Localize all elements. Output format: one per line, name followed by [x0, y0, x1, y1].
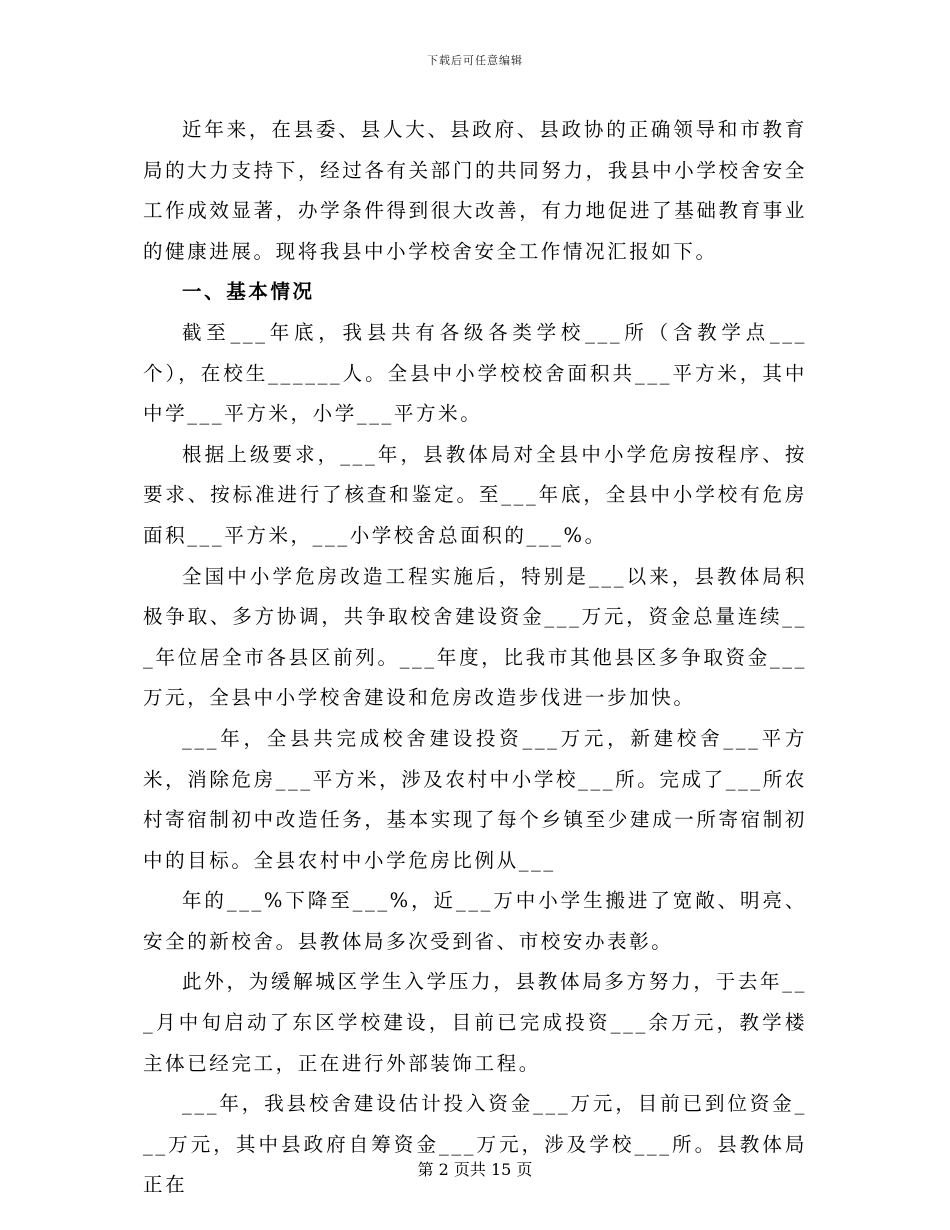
page-header-note: 下载后可任意编辑	[427, 54, 523, 67]
page-number: 第 2 页共 15 页	[417, 1160, 533, 1179]
document-body	[143, 110, 807, 1206]
paragraph-renovation-funding: 全国中小学危房改造工程实施后，特别是___以来，县教体局积极争取、多方协调，共争取校舍建设资金___万元，资金总量连续___年位居全市各县区前列。___年度，比我市其他县区多争取资金___万元，全县中小学校舍建设和危房改造步伐进一步加快。	[143, 564, 807, 710]
paragraph-school-count: 截至___年底，我县共有各级各类学校___所（含教学点___个），在校生______人。全县中小学校校舍面积共___平方米，其中中学___平方米，小学___平方米。	[143, 320, 807, 426]
paragraph-construction-investment: ___年，全县共完成校舍建设投资___万元，新建校舍___平方米，消除危房___平方米，涉及农村中小学校___所。完成了___所农村寄宿制初中改造任务，基本实现了每个乡镇至少建成一所寄宿制初中的目标。全县农村中小学危房比例从___	[143, 726, 807, 872]
paragraph-east-district-school: 此外，为缓解城区学生入学压力，县教体局多方努力，于去年___月中旬启动了东区学校建设，目前已完成投资___余万元，教学楼主体已经完工，正在进行外部装饰工程。	[143, 970, 807, 1075]
section-heading-basic-situation: 一、基本情况	[182, 280, 315, 304]
paragraph-danger-ratio: 年的___%下降至___%，近___万中小学生搬进了宽敞、明亮、安全的新校舍。县教体局多次受到省、市校安办表彰。	[143, 889, 807, 953]
paragraph-dangerous-buildings: 根据上级要求，___年，县教体局对全县中小学危房按程序、按要求、按标准进行了核查和鉴定。至___年底，全县中小学校有危房面积___平方米，___小学校舍总面积的___%。	[143, 442, 807, 547]
paragraph-intro: 近年来，在县委、县人大、县政府、县政协的正确领导和市教育局的大力支持下，经过各有关部门的共同努力，我县中小学校舍安全工作成效显著，办学条件得到很大改善，有力地促进了基础教育事业的健康进展。现将我县中小学校舍安全工作情况汇报如下。	[143, 118, 807, 263]
paragraph-budget: ___年，我县校舍建设估计投入资金___万元，目前已到位资金___万元，其中县政府自筹资金___万元，涉及学校___所。县教体局正在	[143, 1092, 807, 1197]
